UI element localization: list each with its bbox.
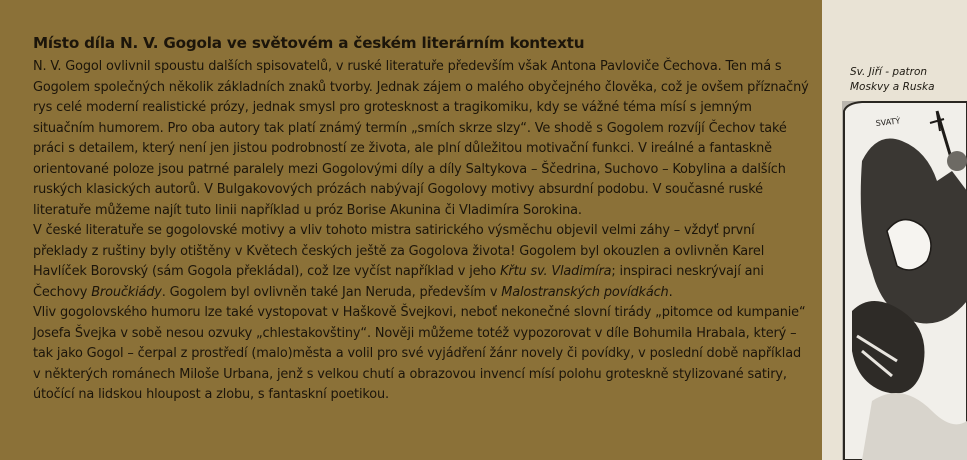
paragraph-text: . Gogolem byl ovlivněn také Jan Neruda, především v: [161, 284, 502, 300]
article-body: [33, 57, 811, 406]
article-paragraph: [33, 303, 811, 406]
paragraph-text: Vliv gogolovského humoru lze také vystopovat v Haškově Švejkovi, neboť nekonečné slovní tirády „pitomce od kumpanie“ Josefa Švejka v sobě nesou ozvuky „chlestakovštiny“. Nověji můžeme totéž vypozorovat v díle Bohumila Hrabala, který – tak jako Gogol – čerpal z prostředí (malo)města a volil pro své vyjádření žánr novely či povídky, v poslední době například v některých románech Miloše Urbana, jenž s velkou chutí a obrazovou invencí mísí polohu groteskně stylizované satiry, útočící na lidskou hloupost a zlobu, s fantaskní poetikou.: [33, 305, 806, 402]
caption-line-2: Moskvy a Ruska: [850, 81, 935, 93]
article-paragraph: [33, 221, 811, 303]
italic-title-text: Malostranských povídkách: [501, 284, 669, 300]
paragraph-text: .: [668, 284, 673, 300]
article-paragraph: [33, 57, 811, 221]
saint-george-icon: [842, 101, 967, 460]
paragraph-text: ; inspiraci neskrývají ani Čechovy: [33, 264, 764, 300]
column-divider: [822, 0, 830, 460]
italic-title-text: Broučkiády: [91, 284, 162, 300]
article-title: Místo díla N. V. Gogola ve světovém a českém literárním kontextu: [33, 34, 585, 52]
sidebar: [830, 0, 967, 460]
article: [33, 34, 811, 406]
italic-title-text: Křtu sv. Vladimíra: [500, 264, 612, 279]
paragraph-text: V české literatuře se gogolovské motivy a vliv tohoto mistra satirického výsměchu objevil velmi záhy – vždyť první překlady z ruštiny byly otištěny v Květech českých ještě za Gogolova života! Gogolem byl okouzlen a ovlivněn Karel Havlíček Borovský (sám Gogola překládal), což lze vyčíst například v jeho: [33, 223, 765, 279]
image-caption: [850, 65, 967, 95]
caption-line-1: Sv. Jiří - patron: [850, 66, 928, 78]
icon-inscription: SVATÝ: [875, 116, 901, 128]
paragraph-text: N. V. Gogol ovlivnil spoustu dalších spisovatelů, v ruské literatuře především však Antona Pavloviče Čechova. Ten má s Gogolem společných několik základních znaků tvorby. Jednak zájem o malého obyčejného člověka, což je ovšem příznačný rys celé moderní realistické prózy, jednak smysl pro grotesknost a tragikomiku, kdy se vážné téma mísí s jemným situačním humorem. Pro oba autory tak platí známý termín „smích skrze slzy“. Ve shodě s Gogolem rozvíjí Čechov také práci s detailem, který není jen jistou podrobností ze života, ale plní důležitou motivační funkci. V ireálné a fantaskně orientované poloze jsou patrné paralely mezi Gogolovými díly a díly Saltykova – Ščedrina, Suchovo – Kobylina a dalších ruských klasických autorů. V Bulgakovových prózách nabývají Gogolovy motivy absurdní podobu. V současné ruské literatuře můžeme najít tuto linii například u próz Borise Akunina či Vladimíra Sorokina.: [33, 59, 809, 218]
